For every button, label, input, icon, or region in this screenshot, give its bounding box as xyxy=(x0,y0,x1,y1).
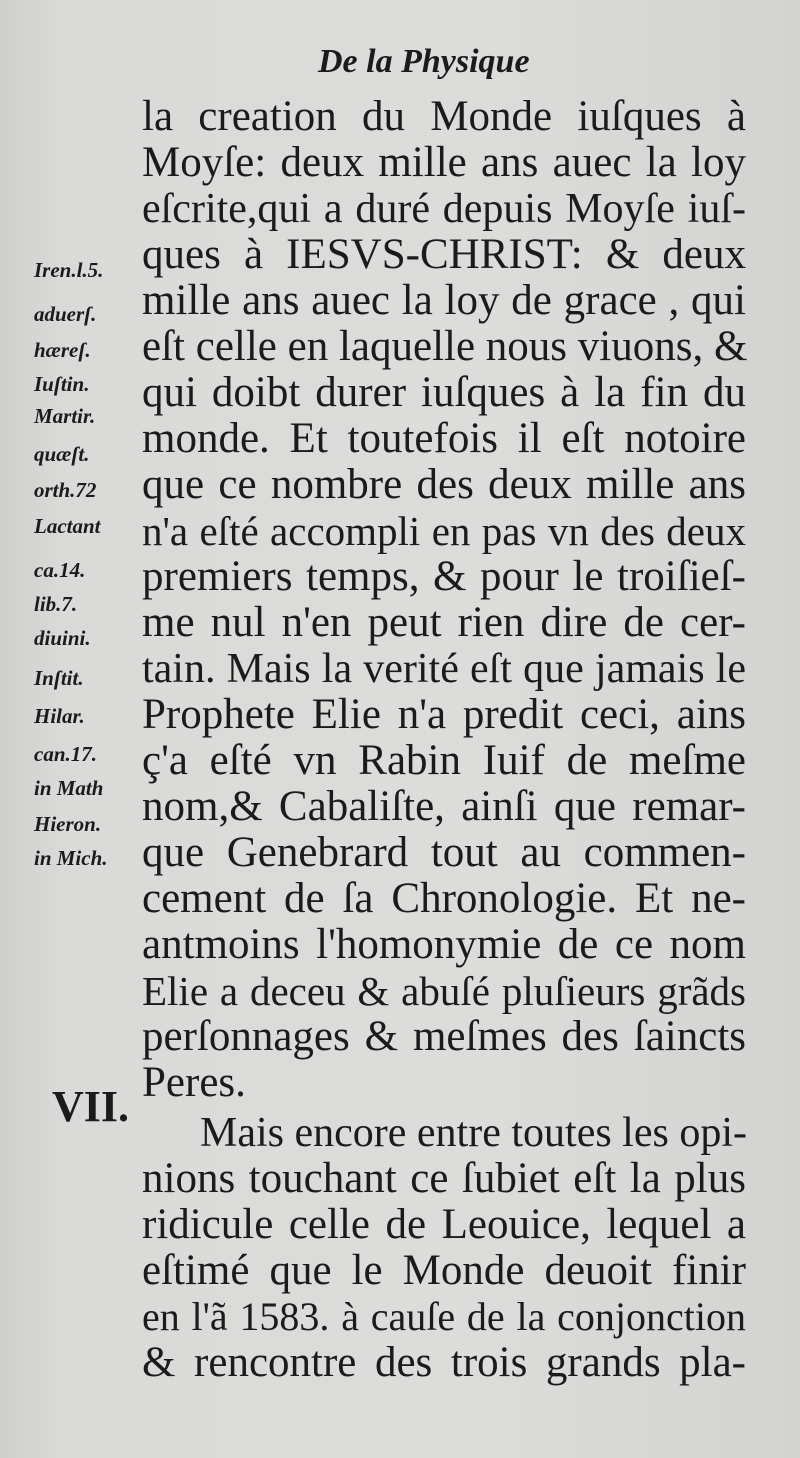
margin-note: in Math xyxy=(34,776,104,800)
margin-note: lib.7. xyxy=(34,592,78,616)
body-line: ques à IESVS-CHRIST: & deux xyxy=(142,231,746,278)
running-head: De la Physique xyxy=(318,43,530,80)
margin-note: diuini. xyxy=(34,626,91,650)
body-line: tain. Mais la verité eſt que jamais le xyxy=(142,646,746,692)
margin-note: can.17. xyxy=(34,742,97,766)
body-line: eſt celle en laquelle nous viuons, & xyxy=(142,323,748,370)
margin-note: Hieron. xyxy=(34,812,102,836)
body-line: nom,& Cabaliſte, ainſi que remar- xyxy=(142,783,746,830)
margin-note: in Mich. xyxy=(34,846,108,870)
margin-note: Inſtit. xyxy=(34,666,84,690)
body-line: cement de ſa Chronologie. Et ne- xyxy=(142,875,746,922)
body-line: antmoins l'homonymie de ce nom xyxy=(142,921,746,968)
body-line: Moyſe: deux mille ans auec la loy xyxy=(142,139,746,186)
margin-note: hæreſ. xyxy=(34,338,91,362)
margin-note: quæſt. xyxy=(34,442,90,466)
body-line: Mais encore entre toutes les opi- xyxy=(200,1110,747,1156)
body-line: & rencontre des trois grands pla- xyxy=(142,1339,746,1386)
body-line: ridicule celle de Leouice, lequel a xyxy=(142,1201,746,1248)
margin-note: aduerſ. xyxy=(34,302,97,326)
body-line: la creation du Monde iuſques à xyxy=(142,93,746,140)
section-number: VII. xyxy=(52,1082,130,1131)
body-line: ç'a eſté vn Rabin Iuif de meſme xyxy=(142,737,746,784)
body-line: qui doibt durer iuſques à la fin du xyxy=(142,369,746,416)
body-line: Elie a deceu & abuſé pluſieurs grãds xyxy=(142,968,746,1014)
body-line: Peres. xyxy=(142,1059,246,1106)
margin-note: orth.72 xyxy=(34,478,97,502)
body-line: que Genebrard tout au commen- xyxy=(142,829,746,876)
margin-note: Iren.l.5. xyxy=(34,258,104,282)
body-line: eſtimé que le Monde deuoit finir xyxy=(142,1247,746,1294)
body-line: en l'ã 1583. à cauſe de la conjonction xyxy=(142,1294,746,1339)
body-line: Prophete Elie n'a predit ceci, ains xyxy=(142,691,746,738)
body-line: que ce nombre des deux mille ans xyxy=(142,461,746,508)
margin-note: Martir. xyxy=(34,404,96,428)
margin-note: ca.14. xyxy=(34,558,86,582)
body-line: mille ans auec la loy de grace , qui xyxy=(142,277,746,324)
margin-note: Iuſtin. xyxy=(34,372,90,396)
body-line: premiers temps, & pour le troiſieſ- xyxy=(142,553,746,600)
margin-note: Hilar. xyxy=(34,704,85,728)
body-line: n'a eſté accompli en pas vn des deux xyxy=(142,508,746,554)
body-line: nions touchant ce ſubiet eſt la plus xyxy=(142,1155,746,1202)
body-line: monde. Et toutefois il eſt notoire xyxy=(142,415,746,462)
body-line: eſcrite,qui a duré depuis Moyſe iuſ- xyxy=(142,186,746,232)
margin-note: Lactant xyxy=(34,514,101,538)
body-line: me nul n'en peut rien dire de cer- xyxy=(142,599,746,646)
body-line: perſonnages & meſmes des ſaincts xyxy=(142,1013,746,1060)
